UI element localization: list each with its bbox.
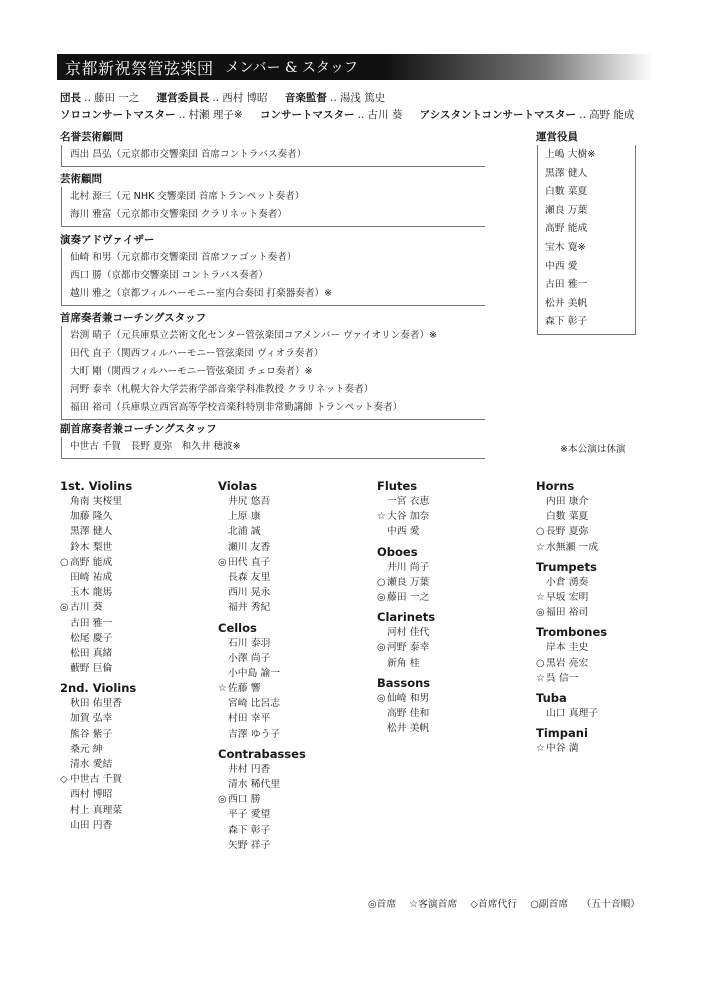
- member-name: 松尾 慶子: [70, 632, 113, 644]
- section-heading: Timpani: [536, 726, 588, 741]
- member-row: [377, 524, 527, 539]
- section-heading: Trombones: [536, 625, 608, 640]
- staff-member: 黒澤 健人: [545, 167, 588, 179]
- member-row: [536, 590, 686, 605]
- section-box: [61, 437, 485, 459]
- member-name: 古川 葵: [70, 602, 103, 614]
- member-row: [60, 772, 210, 787]
- member-row: [536, 671, 686, 686]
- advisor-line: 北村 源三（元 NHK 交響楽団 首席トランペット奏者）: [70, 191, 305, 202]
- member-row: [218, 570, 368, 585]
- member-name: 佐藤 響: [228, 683, 261, 695]
- advisor-line: 大町 剛（関西フィルハーモニー管弦楽団 チェロ奏者）※: [70, 366, 313, 377]
- member-name: 高野 能成: [70, 556, 113, 568]
- member-row: [377, 706, 527, 721]
- role-mark: ◎: [377, 591, 386, 603]
- section-heading: Horns: [536, 479, 575, 493]
- member-row: [60, 646, 210, 661]
- member-name: 加藤 隆久: [70, 511, 113, 523]
- officer-name: 西村 博昭: [222, 92, 268, 104]
- member-name: 瀬良 万葉: [387, 576, 430, 588]
- member-row: [218, 711, 368, 726]
- member-row: [536, 605, 686, 620]
- role-mark: ◎: [377, 642, 386, 654]
- member-row: [536, 509, 686, 524]
- member-row: [60, 803, 210, 818]
- member-row: [536, 640, 686, 655]
- member-name: 村上 真理菜: [70, 804, 123, 816]
- member-row: [377, 625, 527, 640]
- member-name: 玉木 龍馬: [70, 587, 113, 599]
- member-row: [536, 524, 686, 539]
- section-vice-principal-coaching: [60, 422, 485, 459]
- member-name: 藤田 一之: [387, 591, 430, 603]
- member-name: 水無瀬 一成: [546, 541, 599, 553]
- member-row: [218, 838, 368, 853]
- advisor-line: 岩渕 晴子（元兵庫県立芸術文化センター管弦楽団コアメンバー ヴァイオリン奏者）※: [70, 330, 438, 341]
- staff-member: 松井 美帆: [545, 297, 588, 309]
- member-row: [60, 631, 210, 646]
- member-name: 平子 愛望: [228, 809, 271, 821]
- management-staff: [536, 130, 636, 335]
- member-row: [377, 640, 527, 655]
- advisor-line: 田代 直子（関西フィルハーモニー管弦楽団 ヴィオラ奏者）: [70, 348, 324, 359]
- member-name: 松田 真緒: [70, 647, 113, 659]
- role-mark: ☆: [536, 672, 545, 684]
- member-row: [536, 575, 686, 590]
- member-row: [60, 570, 210, 585]
- member-name: 山田 円香: [70, 819, 113, 831]
- officer-role: 音楽監督: [284, 92, 327, 104]
- officer-name: 藤田 一之: [94, 92, 140, 104]
- role-mark: ☆: [536, 591, 545, 603]
- section-heading: 2nd. Violins: [60, 681, 137, 696]
- member-name: 中谷 満: [546, 743, 579, 755]
- member-name: 小中島 諭一: [228, 667, 281, 679]
- role-mark: ○: [536, 657, 545, 669]
- member-name: 呉 信一: [546, 672, 579, 684]
- section-heading: Cellos: [218, 620, 257, 635]
- member-name: 西川 晃永: [228, 587, 271, 599]
- section-honorary-advisor: [60, 130, 485, 167]
- member-name: 小澤 尚子: [228, 652, 271, 664]
- section-title: 首席奏者兼コーチングスタッフ: [60, 312, 207, 324]
- member-row: [60, 540, 210, 555]
- member-row: [377, 575, 527, 590]
- role-mark: ◎: [218, 794, 227, 806]
- member-name: 早坂 宏明: [546, 591, 589, 603]
- member-row: [218, 555, 368, 570]
- member-name: 中世古 千賀: [70, 774, 123, 786]
- member-name: 黒澤 健人: [70, 526, 113, 538]
- member-name: 矢野 祥子: [228, 839, 271, 851]
- member-name: 大谷 加奈: [387, 511, 430, 523]
- staff-member: 高野 能成: [545, 223, 588, 235]
- section-artistic-advisor: [60, 172, 485, 227]
- member-name: 角南 実桜里: [70, 496, 123, 507]
- member-name: 高野 佳和: [387, 707, 430, 719]
- section-heading: Oboes: [377, 544, 418, 559]
- officer-role: 団長: [60, 92, 81, 104]
- member-row: [218, 681, 368, 696]
- title-banner: [57, 54, 653, 80]
- member-name: 長森 友里: [228, 571, 271, 583]
- member-name: 福井 秀紀: [228, 602, 271, 614]
- roster-column-1: [60, 478, 210, 833]
- member-row: [377, 656, 527, 671]
- member-name: 森下 彰子: [228, 824, 271, 836]
- officer-name: 湯浅 篤史: [339, 92, 386, 104]
- member-name: 内田 康介: [546, 496, 589, 507]
- section-title: 演奏アドヴァイザー: [60, 234, 155, 246]
- member-name: 河野 泰幸: [387, 642, 430, 654]
- role-mark: ◎: [218, 556, 227, 568]
- member-row: [536, 540, 686, 555]
- role-mark: ○: [377, 576, 386, 588]
- member-name: 松井 美帆: [387, 723, 430, 735]
- member-name: 西口 勝: [228, 794, 261, 806]
- advisor-line: 西出 昌弘（元京都市交響楽団 首席コントラバス奏者）: [70, 149, 307, 160]
- member-row: [60, 509, 210, 524]
- member-name: 小倉 湧奏: [546, 576, 589, 588]
- member-row: [60, 600, 210, 615]
- advisor-line: 海川 雅富（元京都市交響楽団 クラリネット奏者）: [70, 209, 287, 220]
- member-name: 岸本 圭史: [546, 642, 589, 654]
- member-name: 中西 愛: [387, 526, 420, 538]
- role-mark: ○: [60, 556, 69, 568]
- legend-principal: ◎首席: [368, 899, 397, 910]
- member-row: [218, 807, 368, 822]
- member-name: 井尻 悠吾: [228, 496, 271, 507]
- member-row: [536, 741, 686, 756]
- member-name: 上原 康: [228, 511, 261, 523]
- member-name: 村田 幸平: [228, 713, 271, 725]
- member-row: [218, 636, 368, 651]
- section-box: [61, 187, 485, 227]
- staff-member: 上嶋 大樹※: [545, 149, 596, 160]
- member-row: [218, 494, 368, 509]
- member-row: [218, 600, 368, 615]
- role-mark: ☆: [377, 511, 386, 523]
- member-row: [60, 787, 210, 802]
- orchestra-title: 京都新祝祭管弦楽団: [65, 58, 214, 78]
- member-row: [60, 696, 210, 711]
- section-heading: Bassons: [377, 675, 431, 690]
- member-row: [218, 696, 368, 711]
- section-box: [61, 145, 485, 167]
- member-name: 河村 佳代: [387, 627, 430, 639]
- member-row: [218, 540, 368, 555]
- member-row: [218, 727, 368, 742]
- member-name: 清水 稀代里: [228, 779, 281, 790]
- member-name: 田代 直子: [228, 556, 271, 568]
- member-row: [218, 792, 368, 807]
- member-row: [377, 691, 527, 706]
- member-name: 石川 泰羽: [228, 637, 271, 649]
- officer-name: 古川 葵: [367, 109, 403, 121]
- member-row: [218, 666, 368, 681]
- member-name: 吉澤 ゆう子: [228, 728, 281, 740]
- staff-member: 瀬良 万葉: [545, 204, 588, 216]
- roster-column-4: [536, 478, 686, 756]
- member-name: 福田 裕司: [546, 607, 589, 619]
- advisor-line: 福田 裕司（兵庫県立西宮高等学校音楽科特別非常勤講師 トランペット奏者）: [70, 402, 403, 413]
- member-name: 白數 菜夏: [546, 511, 589, 523]
- officers-row-1: 団長 ‥ 藤田 一之 運営委員長 ‥ 西村 博昭 音楽監督 ‥ 湯浅 篤史: [60, 92, 386, 104]
- section-heading: Violas: [218, 479, 258, 493]
- section-performance-advisor: [60, 233, 485, 306]
- role-mark: ☆: [536, 541, 545, 553]
- member-row: [218, 524, 368, 539]
- member-row: [60, 524, 210, 539]
- member-row: [60, 616, 210, 631]
- member-row: [60, 555, 210, 570]
- absence-note: ※本公演は休演: [560, 444, 626, 455]
- member-row: [377, 721, 527, 736]
- legend-acting-principal: ◇首席代行: [470, 899, 518, 910]
- role-mark: ◎: [377, 692, 386, 704]
- officer-name: 村瀬 理子※: [188, 109, 243, 121]
- staff-member: 古田 雅一: [545, 279, 588, 291]
- section-title: 副首席奏者兼コーチングスタッフ: [60, 423, 217, 435]
- officer-role: 運営委員長: [156, 92, 210, 104]
- legend-guest-principal: ☆客演首席: [409, 899, 458, 910]
- member-name: 桑元 紳: [70, 743, 103, 755]
- role-mark: ◎: [536, 607, 545, 619]
- member-row: [218, 762, 368, 777]
- member-name: 秋田 佑里香: [70, 698, 123, 710]
- member-row: [60, 711, 210, 726]
- member-name: 北浦 誠: [228, 526, 261, 538]
- staff-title: 運営役員: [536, 131, 578, 143]
- advisor-line: 河野 泰幸（札幌大谷大学芸術学部音楽学科准教授 クラリネット奏者）: [70, 384, 374, 395]
- section-heading: Tuba: [536, 690, 567, 705]
- legend-order-note: （五十音順）: [581, 899, 641, 910]
- section-heading: Contrabasses: [218, 746, 306, 761]
- member-name: 宮崎 比呂志: [228, 698, 281, 710]
- member-row: [60, 742, 210, 757]
- member-name: 黒岩 亮宏: [546, 657, 589, 669]
- legend: [368, 896, 650, 910]
- legend-vice-principal: ○副首席: [530, 899, 569, 910]
- member-name: 井川 尚子: [387, 561, 430, 573]
- member-name: 瀬川 友香: [228, 541, 271, 553]
- member-row: [377, 494, 527, 509]
- officers-row-2: ソロコンサートマスター ‥ 村瀬 理子※ コンサートマスター ‥ 古川 葵 アシスタントコンサートマスター ‥ 高野 能成: [60, 109, 635, 121]
- member-row: [60, 494, 210, 509]
- member-row: [218, 777, 368, 792]
- member-name: 清水 愛結: [70, 759, 113, 770]
- roster-column-2: [218, 478, 368, 853]
- section-heading: 1st. Violins: [60, 479, 133, 493]
- member-row: [377, 590, 527, 605]
- section-heading: Trumpets: [536, 559, 597, 574]
- role-mark: ◎: [60, 602, 69, 614]
- staff-member: 白數 菜夏: [545, 186, 588, 198]
- section-heading: Flutes: [377, 479, 418, 493]
- officer-name: 高野 能成: [589, 109, 635, 121]
- member-name: 井村 円香: [228, 763, 271, 775]
- advisor-line: 中世古 千賀 長野 夏弥 和久井 穂波※: [70, 441, 241, 452]
- member-name: 藪野 巨倫: [70, 663, 113, 675]
- member-name: 新角 桂: [387, 657, 420, 669]
- member-row: [218, 585, 368, 600]
- member-row: [60, 727, 210, 742]
- banner-subtitle: メンバー & スタッフ: [225, 60, 358, 76]
- member-row: [218, 509, 368, 524]
- member-name: 一宮 衣恵: [387, 496, 430, 507]
- member-row: [536, 706, 686, 721]
- member-row: [218, 651, 368, 666]
- section-box: [61, 326, 485, 420]
- member-name: 田崎 祐成: [70, 571, 113, 583]
- member-row: [60, 757, 210, 772]
- role-mark: ○: [536, 526, 545, 538]
- officer-role: ソロコンサートマスター: [60, 109, 176, 121]
- member-name: 長野 夏弥: [546, 526, 589, 538]
- roster-column-3: [377, 478, 527, 736]
- section-heading: Clarinets: [377, 610, 436, 625]
- role-mark: ◇: [60, 774, 68, 786]
- member-name: 古田 雅一: [70, 617, 113, 629]
- section-principal-coaching: [60, 311, 485, 420]
- member-name: 仙崎 和男: [387, 692, 430, 704]
- member-name: 山口 真理子: [546, 707, 599, 719]
- member-row: [60, 818, 210, 833]
- advisor-line: 西口 勝（京都市交響楽団 コントラバス奏者）: [70, 270, 268, 281]
- officer-role: コンサートマスター: [260, 109, 355, 121]
- member-row: [377, 560, 527, 575]
- member-row: [536, 494, 686, 509]
- staff-box: [537, 145, 636, 335]
- role-mark: ☆: [218, 683, 227, 695]
- member-name: 西村 博昭: [70, 789, 113, 801]
- section-box: [61, 248, 485, 306]
- advisor-line: 仙崎 和男（元京都市交響楽団 首席ファゴット奏者）: [70, 252, 297, 263]
- role-mark: ☆: [536, 743, 545, 755]
- member-row: [536, 656, 686, 671]
- section-title: 芸術顧問: [60, 173, 102, 185]
- member-row: [377, 509, 527, 524]
- staff-member: 森下 彰子: [545, 316, 588, 328]
- member-name: 鈴木 梨世: [70, 541, 113, 553]
- officer-role: アシスタントコンサートマスター: [419, 109, 577, 121]
- advisor-line: 越川 雅之（京都フィルハーモニー室内合奏団 打楽器奏者）※: [70, 288, 333, 299]
- member-name: 加賀 弘幸: [70, 713, 113, 725]
- member-name: 熊谷 紫子: [70, 728, 113, 740]
- staff-member: 中西 愛: [545, 260, 578, 272]
- member-row: [218, 823, 368, 838]
- member-row: [60, 585, 210, 600]
- section-title: 名誉芸術顧問: [60, 131, 123, 143]
- member-row: [60, 661, 210, 676]
- staff-member: 宝木 寛※: [545, 241, 586, 253]
